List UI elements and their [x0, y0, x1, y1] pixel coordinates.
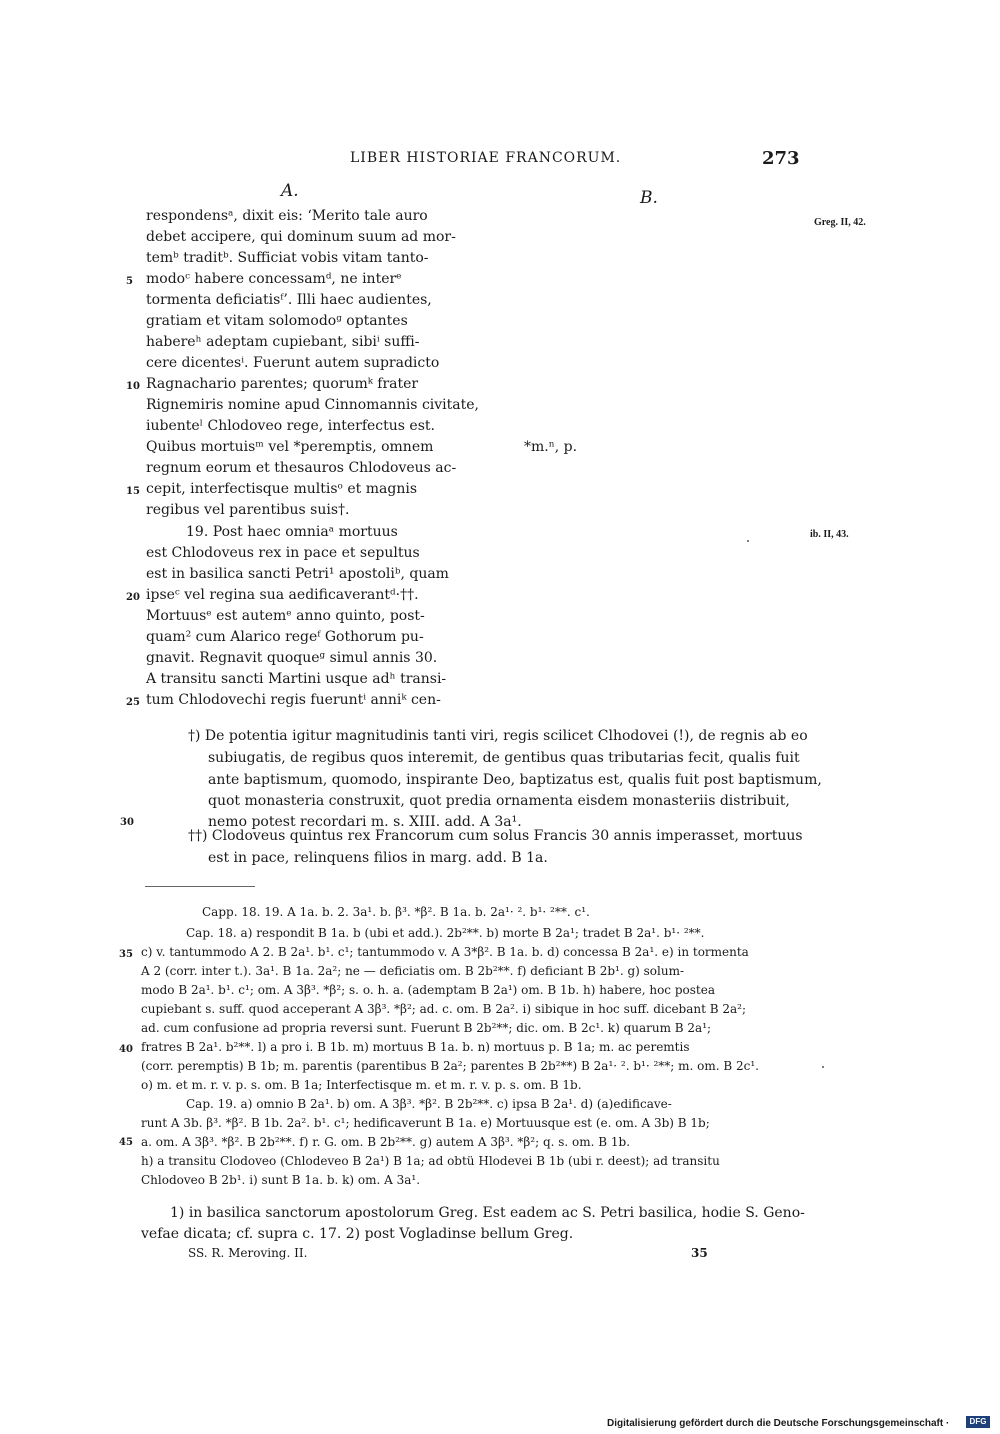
- text-line: Rignemiris nomine apud Cinnomannis civitate,: [146, 397, 479, 413]
- text-line: tum Chlodovechi regis fueruntⁱ anniᵏ cen-: [146, 692, 441, 708]
- text-line: iubenteˡ Chlodoveo rege, interfectus est.: [146, 418, 435, 434]
- text-line: habereʰ adeptam cupiebant, sibiⁱ suffi-: [146, 334, 420, 350]
- footnote-line: quot monasteria construxit, quot predia ornamenta eisdem monasteriis distribuit,: [208, 793, 790, 809]
- line-number: 15: [126, 486, 140, 497]
- text-line: respondensᵃ, dixit eis: ‘Merito tale auro: [146, 208, 428, 224]
- margin-reference: Greg. II, 42.: [814, 217, 866, 228]
- footnote-line: nemo potest recordari m. s. XIII. add. A 3a¹.: [208, 814, 522, 830]
- apparatus-line: Cap. 19. a) omnio B 2a¹. b) om. A 3β³. *β². B 2b²**. c) ipsa B 2a¹. d) (a)edificave-: [186, 1097, 672, 1111]
- line-number: 45: [119, 1137, 133, 1148]
- text-line: cepit, interfectisque multisᵒ et magnis: [146, 481, 418, 497]
- page-number: 273: [762, 148, 800, 169]
- column-a-heading: A.: [281, 181, 299, 201]
- line-number: 20: [126, 592, 140, 603]
- text-line: Ragnachario parentes; quorumᵏ frater: [146, 376, 419, 392]
- line-number: 25: [126, 697, 140, 708]
- apparatus-line: cupiebant s. suff. quod acceperant A 3β³. *β²; ad. c. om. B 2a². i) sibique in hoc suff. dicebant B 2a²;: [141, 1002, 747, 1016]
- text-line: temᵇ traditᵇ. Sufficiat vobis vitam tanto-: [146, 250, 429, 266]
- dfg-logo: DFG: [966, 1416, 990, 1428]
- separator-rule: [145, 886, 255, 887]
- footnote-line: ††) Clodoveus quintus rex Francorum cum solus Francis 30 annis imperasset, mortuus: [188, 828, 803, 844]
- text-line: A transitu sancti Martini usque adʰ transi-: [146, 671, 447, 687]
- footnote-line: ante baptismum, quomodo, inspirante Deo, baptizatus est, qualis fuit post baptismum,: [208, 772, 822, 788]
- apparatus-line: c) v. tantummodo A 2. B 2a¹. b¹. c¹; tantummodo v. A 3*β². B 1a. b. d) concessa B 2a¹. e) in tormenta: [141, 945, 749, 959]
- text-line: quam² cum Alarico regeᶠ Gothorum pu-: [146, 629, 424, 645]
- text-line: regibus vel parentibus suis†.: [146, 502, 350, 518]
- apparatus-line: Cap. 18. a) respondit B 1a. b (ubi et add.). 2b²**. b) morte B 2a¹; tradet B 2a¹. b¹· ²**.: [186, 926, 705, 940]
- apparatus-line: runt A 3b. β³. *β². B 1b. 2a². b¹. c¹; hedificaverunt B 1a. e) Mortuusque est (e. om. A 3b) B 1b;: [141, 1116, 710, 1130]
- source-note: vefae dicata; cf. supra c. 17. 2) post Vogladinse bellum Greg.: [141, 1226, 574, 1242]
- text-line: regnum eorum et thesauros Chlodoveus ac-: [146, 460, 457, 476]
- apparatus-line: o) m. et m. r. v. p. s. om. B 1a; Interfectisque m. et m. r. v. p. s. om. B 1b.: [141, 1078, 582, 1092]
- apparatus-line: modo B 2a¹. b¹. c¹; om. A 3β³. *β²; s. o. h. a. (ademptam B 2a¹) om. B 1b. h) habere, hoc postea: [141, 983, 715, 997]
- running-title: LIBER HISTORIAE FRANCORUM.: [350, 150, 622, 166]
- footnote-line: subiugatis, de regibus quos interemit, de gentibus quas tributarias fecit, qualis fuit: [208, 750, 800, 766]
- line-number: 5: [126, 276, 133, 287]
- chapter-19-start: 19. Post haec omniaᵃ mortuus: [186, 524, 398, 540]
- text-line: tormenta deficiatisᶠ’. Illi haec audientes,: [146, 292, 432, 308]
- margin-reference: ib. II, 43.: [810, 529, 849, 540]
- apparatus-line: Capp. 18. 19. A 1a. b. 2. 3a¹. b. β³. *β². B 1a. b. 2a¹· ². b¹· ²**. c¹.: [202, 905, 590, 919]
- apparatus-line: a. om. A 3β³. *β². B 2b²**. f) r. G. om. B 2b²**. g) autem A 3β³. *β²; q. s. om. B 1b.: [141, 1135, 631, 1149]
- text-line: debet accipere, qui dominum suum ad mor-: [146, 229, 456, 245]
- line-number: 30: [120, 817, 134, 828]
- text-line: gratiam et vitam solomodoᵍ optantes: [146, 313, 408, 329]
- text-line: est Chlodoveus rex in pace et sepultus: [146, 545, 420, 561]
- text-line: Mortuusᵉ est autemᵉ anno quinto, post-: [146, 608, 425, 624]
- text-line: cere dicentesⁱ. Fuerunt autem supradicto: [146, 355, 440, 371]
- column-b-heading: B.: [640, 188, 658, 208]
- source-note: 1) in basilica sanctorum apostolorum Greg. Est eadem ac S. Petri basilica, hodie S. Geno-: [170, 1205, 805, 1221]
- line-number: 10: [126, 381, 140, 392]
- signature-number: 35: [691, 1246, 708, 1260]
- speck: [822, 1066, 824, 1068]
- text-line: est in basilica sancti Petri¹ apostoliᵇ, quam: [146, 566, 449, 582]
- text-line: Quibus mortuisᵐ vel *peremptis, omnem: [146, 439, 434, 455]
- apparatus-line: h) a transitu Clodoveo (Chlodeveo B 2a¹) B 1a; ad obtü Hlodevei B 1b (ubi r. deest); ad transitu: [141, 1154, 720, 1168]
- line-number: 35: [119, 949, 133, 960]
- apparatus-line: A 2 (corr. inter t.). 3a¹. B 1a. 2a²; ne — deficiatis om. B 2b²**. f) deficiant B 2b¹. g) solum-: [141, 964, 685, 978]
- apparatus-line: fratres B 2a¹. b²**. l) a pro i. B 1b. m) mortuus B 1a. b. n) mortuus p. B 1a; m. ac peremtis: [141, 1040, 690, 1054]
- apparatus-line: Chlodoveo B 2b¹. i) sunt B 1a. b. k) om. A 3a¹.: [141, 1173, 421, 1187]
- text-line: modoᶜ habere concessamᵈ, ne interᵉ: [146, 271, 402, 287]
- signature-label: SS. R. Meroving. II.: [188, 1246, 308, 1260]
- apparatus-line: ad. cum confusione ad propria reversi sunt. Fuerunt B 2b²**; dic. om. B 2c¹. k) quarum B 2a¹;: [141, 1021, 712, 1035]
- line-number: 40: [119, 1044, 133, 1055]
- text-line: ipseᶜ vel regina sua aedificaverantᵈ·††.: [146, 587, 419, 603]
- digitization-footer: Digitalisierung gefördert durch die Deutsche Forschungsgemeinschaft ·: [607, 1418, 950, 1429]
- column-b-note: *m.ⁿ, p.: [524, 439, 578, 455]
- text-line: gnavit. Regnavit quoqueᵍ simul annis 30.: [146, 650, 438, 666]
- speck: [747, 540, 749, 542]
- footnote-line: est in pace, relinquens filios in marg. add. B 1a.: [208, 850, 548, 866]
- footnote-line: †) De potentia igitur magnitudinis tanti viri, regis scilicet Clhodovei (!), de regnis ab eo: [188, 728, 808, 744]
- apparatus-line: (corr. peremptis) B 1b; m. parentis (parentibus B 2a²; parentes B 2b²**) B 2a¹· ². b¹· ²**; m. om. B 2c¹.: [141, 1059, 759, 1073]
